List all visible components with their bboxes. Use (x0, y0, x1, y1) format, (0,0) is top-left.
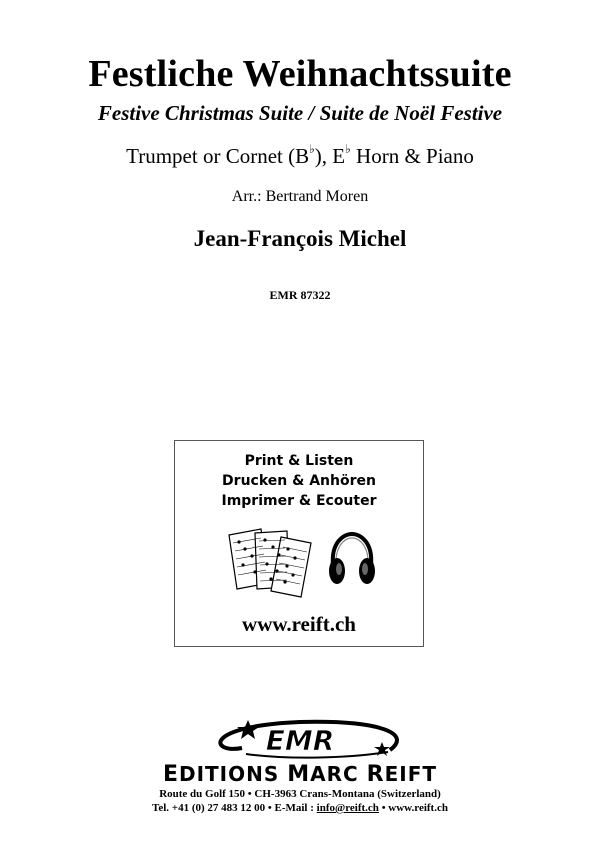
promo-line-french: Imprimer & Ecouter (221, 493, 377, 509)
publisher-initial: M (287, 762, 311, 787)
print-listen-box (174, 440, 424, 647)
publisher-initial: E (162, 762, 179, 787)
publisher-word: EIFT (384, 762, 438, 786)
page-title: Festliche Weihnachtssuite (88, 53, 512, 95)
promo-line-english: Print & Listen (244, 453, 354, 469)
publisher-contact (0, 802, 600, 814)
subtitle: Festive Christmas Suite / Suite de Noël Festive (97, 101, 503, 125)
publisher-initial: R (366, 762, 385, 787)
flat-sign: ♭ (345, 142, 351, 156)
publisher-address: Route du Golf 150 • CH-3963 Crans-Montana (Switzerland) (159, 788, 441, 800)
instrumentation-part: Horn & Piano (350, 144, 474, 168)
publisher-name (0, 762, 600, 787)
instrumentation-part: ), E (314, 144, 346, 168)
promo-line-german: Drucken & Anhören (222, 473, 376, 489)
contact-phone: Tel. +41 (0) 27 483 12 00 • E-Mail : (152, 802, 317, 814)
promo-website-link[interactable]: www.reift.ch (242, 612, 356, 636)
contact-website: • www.reift.ch (378, 802, 448, 814)
publisher-word: DITIONS (178, 762, 288, 786)
instrumentation-part: Trumpet or Cornet (B (126, 144, 310, 168)
instrumentation (0, 144, 600, 169)
flat-sign: ♭ (309, 142, 315, 156)
catalog-code: EMR 87322 (269, 288, 331, 302)
publisher-word: ARC (310, 762, 367, 786)
arranger: Arr.: Bertrand Moren (231, 188, 369, 205)
composer: Jean-François Michel (193, 226, 407, 251)
sheet-music-icon (225, 527, 315, 599)
email-link[interactable]: info@reift.ch (316, 802, 379, 814)
emr-logo-text: EMR (265, 724, 335, 757)
headphones-icon (327, 531, 377, 589)
